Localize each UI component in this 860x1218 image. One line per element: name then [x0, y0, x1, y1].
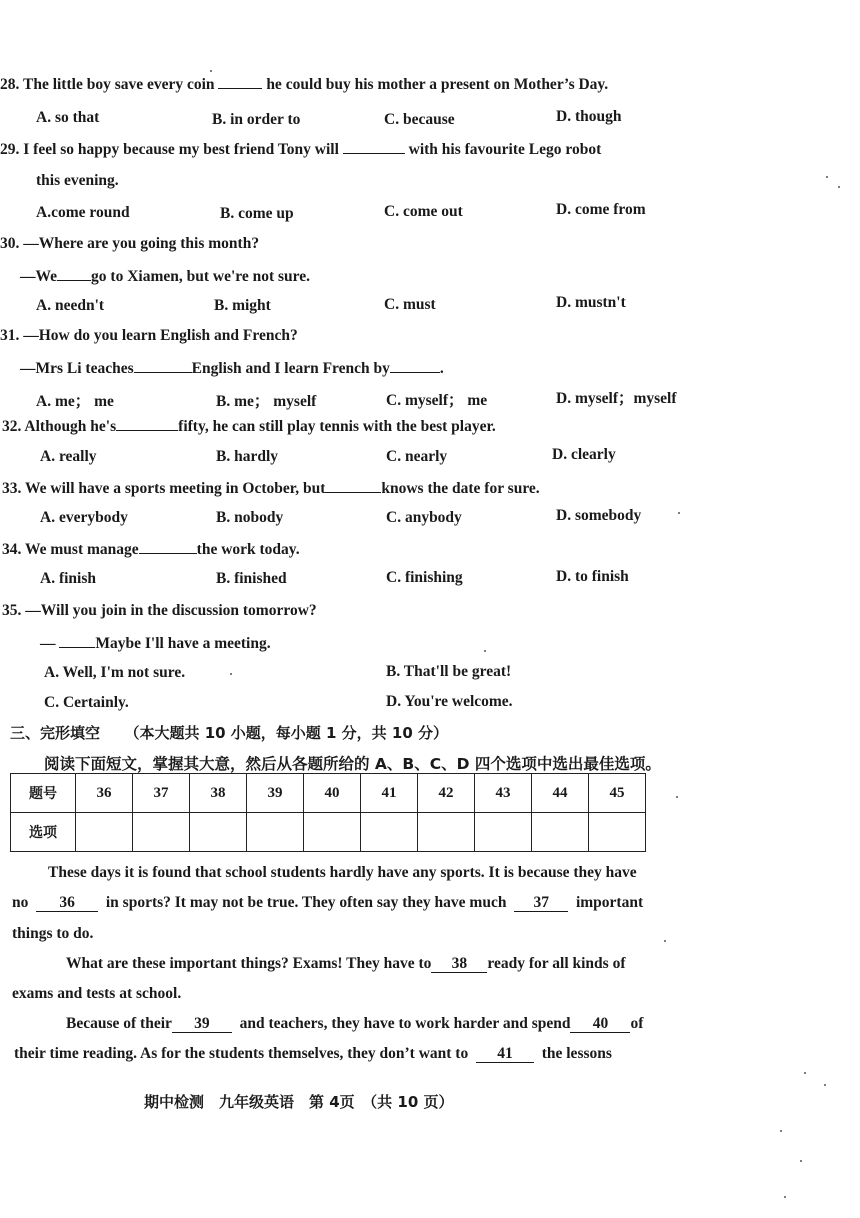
answer-table [10, 773, 646, 852]
option-b: B. in order to [212, 111, 301, 128]
question-text: the work today. [196, 541, 300, 558]
question-number: 31. [0, 327, 20, 344]
answer-blank [59, 633, 95, 648]
passage-text: important [575, 894, 644, 911]
question-number: 35. [2, 602, 22, 619]
question-text: English and I learn French by [191, 360, 390, 377]
option-c: C. Certainly. [44, 694, 129, 711]
question-continuation: this evening. [36, 172, 119, 189]
question-text: The little boy save every coin [22, 76, 215, 93]
question-text: We must manage [24, 541, 139, 558]
option-b: B. finished [216, 570, 287, 587]
passage-text: What are these important things? Exams! They have to [66, 955, 432, 972]
option-a: A.come round [36, 204, 130, 221]
table-cell: 40 [304, 774, 361, 813]
passage-line [12, 894, 643, 912]
option-c: C. finishing [386, 569, 463, 586]
table-row-label: 选项 [11, 813, 76, 852]
option-b: B. nobody [216, 509, 284, 526]
scan-speck [800, 1160, 802, 1162]
option-c: C. anybody [386, 509, 462, 526]
section-instruction: 阅读下面短文，掌握其大意，然后从各题所给的 A、B、C、D 四个选项中选出最佳选项。 [44, 755, 661, 773]
question-number: 33. [2, 480, 22, 497]
scan-speck [664, 940, 666, 942]
question-text: — [40, 635, 56, 652]
passage-text: Because of their [66, 1015, 172, 1032]
option-c: C. must [384, 296, 436, 313]
scan-speck [484, 650, 486, 652]
question-33 [2, 478, 540, 498]
table-row [11, 774, 646, 813]
scan-speck [678, 512, 680, 514]
answer-cell [190, 813, 247, 852]
question-text: he could buy his mother a present on Mother’s Day. [266, 76, 609, 93]
answer-blank [343, 139, 405, 154]
question-text: . [439, 360, 444, 377]
question-text: go to Xiamen, but we're not sure. [91, 268, 311, 285]
option-d: D. clearly [552, 446, 616, 463]
passage-text: of [630, 1015, 644, 1032]
question-text: I feel so happy because my best friend Tony will [23, 141, 339, 158]
passage-line [14, 1045, 612, 1063]
table-cell: 37 [133, 774, 190, 813]
question-text: We will have a sports meeting in October, but [24, 480, 326, 497]
table-cell: 39 [247, 774, 304, 813]
question-number: 34. [2, 541, 22, 558]
passage-line: things to do. [12, 925, 94, 942]
option-b: B. might [214, 297, 271, 314]
page-footer: 期中检测 九年级英语 第 4页 （共 10 页） [144, 1093, 454, 1111]
question-text: knows the date for sure. [381, 480, 540, 497]
option-a: A. me； me [36, 393, 114, 410]
question-28 [0, 74, 608, 94]
option-d: D. mustn't [556, 294, 626, 311]
question-text: —How do you learn English and French? [23, 327, 298, 344]
question-text: —We [20, 268, 58, 285]
question-29 [0, 139, 601, 159]
answer-cell [418, 813, 475, 852]
answer-blank [390, 358, 440, 373]
question-number: 28. [0, 76, 20, 93]
question-30-response [20, 266, 310, 286]
table-cell: 38 [190, 774, 247, 813]
table-row [11, 813, 646, 852]
passage-line: These days it is found that school students hardly have any sports. It is because they have [48, 864, 637, 881]
table-cell: 42 [418, 774, 475, 813]
answer-blank [57, 266, 91, 281]
passage-line [66, 955, 626, 973]
question-31 [0, 327, 298, 345]
cloze-blank-41: 41 [476, 1045, 534, 1063]
section-note: （本大题共 10 小题，每小题 1 分，共 10 分） [124, 724, 449, 742]
table-row-label: 题号 [11, 774, 76, 813]
scan-speck [824, 1084, 826, 1086]
table-cell: 44 [532, 774, 589, 813]
answer-blank [116, 416, 178, 431]
option-a: A. Well, I'm not sure. [44, 664, 186, 681]
table-cell: 36 [76, 774, 133, 813]
section-heading [10, 722, 448, 743]
answer-cell [589, 813, 646, 852]
option-b: B. hardly [216, 448, 279, 465]
scan-speck [826, 176, 828, 178]
question-number: 30. [0, 235, 20, 252]
option-d: D. to finish [556, 568, 629, 585]
question-text: Although he's [24, 418, 117, 435]
scan-speck [780, 1130, 782, 1132]
passage-text: ready for all kinds of [487, 955, 626, 972]
question-text: with his favourite Lego robot [408, 141, 602, 158]
passage-text: the lessons [541, 1045, 612, 1062]
option-d: D. come from [556, 201, 646, 218]
question-text: —Mrs Li teaches [20, 360, 134, 377]
passage-text: and teachers, they have to work harder and spend [239, 1015, 571, 1032]
passage-line [66, 1015, 643, 1033]
question-32 [2, 416, 496, 436]
question-30 [0, 235, 259, 253]
question-34 [2, 539, 300, 559]
answer-blank [325, 478, 381, 493]
question-31-response [20, 358, 444, 378]
option-b: B. me； myself [216, 393, 317, 410]
question-35-response [40, 633, 271, 653]
option-d: D. somebody [556, 507, 642, 524]
cloze-blank-37: 37 [514, 894, 568, 912]
option-a: A. really [40, 448, 97, 465]
question-35 [2, 602, 317, 620]
answer-cell [475, 813, 532, 852]
passage-text: no [12, 894, 29, 911]
option-a: A. finish [40, 570, 96, 587]
option-c: C. myself； me [386, 392, 488, 409]
passage-text: their time reading. As for the students themselves, they don’t want to [14, 1045, 469, 1062]
scan-speck [210, 70, 212, 72]
passage-text: in sports? It may not be true. They often say they have much [105, 894, 507, 911]
question-number: 29. [0, 141, 20, 158]
cloze-blank-40: 40 [570, 1015, 630, 1033]
cloze-blank-39: 39 [172, 1015, 232, 1033]
answer-cell [76, 813, 133, 852]
answer-cell [361, 813, 418, 852]
scan-speck [804, 1072, 806, 1074]
answer-cell [133, 813, 190, 852]
option-b: B. That'll be great! [386, 663, 512, 680]
scan-speck [230, 673, 232, 675]
option-d: D. myself；myself [556, 390, 677, 407]
passage-line: exams and tests at school. [12, 985, 182, 1002]
table-cell: 43 [475, 774, 532, 813]
cloze-blank-38: 38 [431, 955, 487, 973]
option-a: A. needn't [36, 297, 105, 314]
question-text: Maybe I'll have a meeting. [95, 635, 271, 652]
option-c: C. come out [384, 203, 463, 220]
option-b: B. come up [220, 205, 294, 222]
option-d: D. You're welcome. [386, 693, 513, 710]
scan-speck [838, 186, 840, 188]
cloze-blank-36: 36 [36, 894, 98, 912]
scan-speck [784, 1196, 786, 1198]
option-c: C. because [384, 111, 455, 128]
question-text: —Where are you going this month? [23, 235, 260, 252]
option-d: D. though [556, 108, 622, 125]
section-title: 三、完形填空 [10, 724, 101, 742]
option-a: A. so that [36, 109, 100, 126]
scan-speck [676, 796, 678, 798]
question-number: 32. [2, 418, 22, 435]
question-text: —Will you join in the discussion tomorrow? [25, 602, 317, 619]
option-a: A. everybody [40, 509, 128, 526]
answer-cell [304, 813, 361, 852]
answer-blank [218, 74, 262, 89]
answer-blank [139, 539, 197, 554]
table-cell: 45 [589, 774, 646, 813]
question-text: fifty, he can still play tennis with the best player. [178, 418, 496, 435]
answer-cell [247, 813, 304, 852]
option-c: C. nearly [386, 448, 448, 465]
table-cell: 41 [361, 774, 418, 813]
answer-blank [134, 358, 192, 373]
answer-cell [532, 813, 589, 852]
